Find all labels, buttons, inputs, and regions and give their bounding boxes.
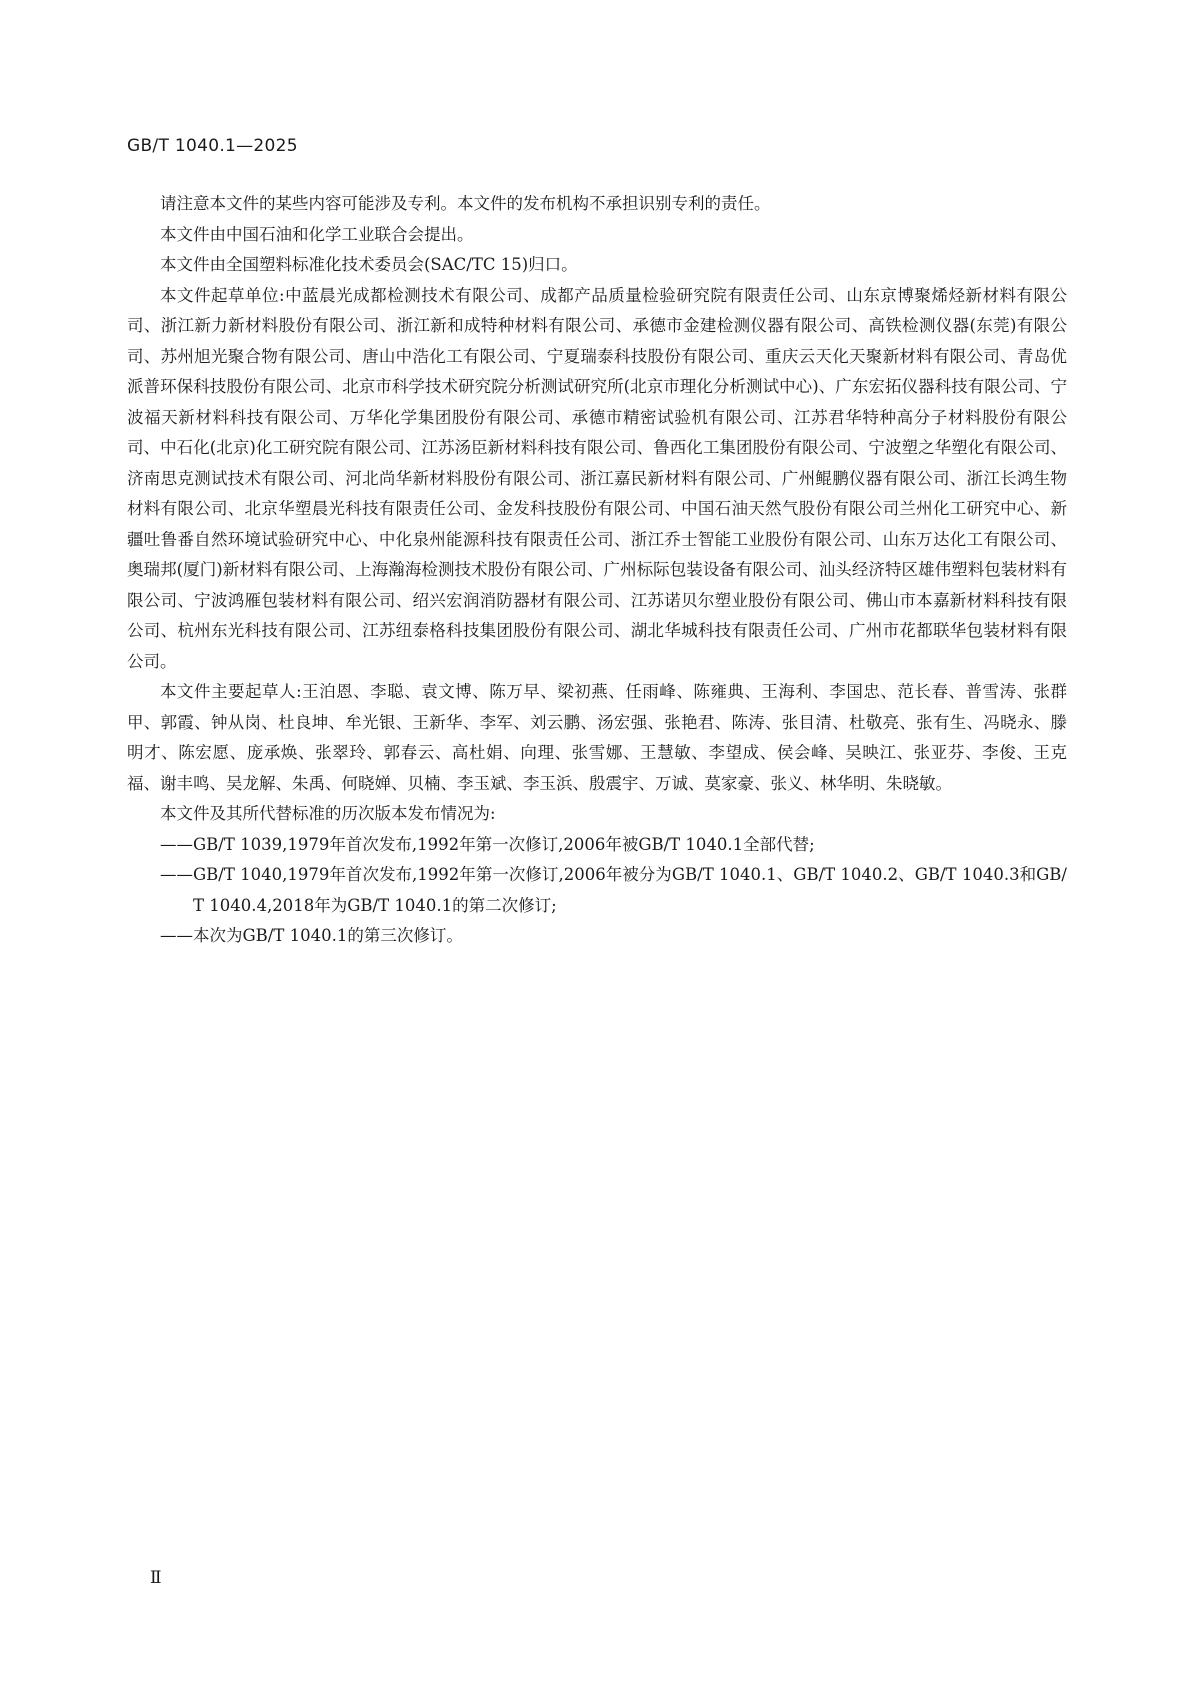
history-item: ——本次为GB/T 1040.1的第三次修订。: [160, 926, 463, 945]
committee-statement: 本文件由全国塑料标准化技术委员会(SAC/TC 15)归口。: [160, 255, 578, 274]
patent-notice: 请注意本文件的某些内容可能涉及专利。本文件的发布机构不承担识别专利的责任。: [160, 194, 771, 213]
standard-number: GB/T 1040.1—2025: [127, 136, 298, 156]
drafters: 本文件主要起草人:王泊恩、李聪、袁文博、陈万早、梁初燕、任雨峰、陈雍典、王海利、李国忠、范长春、普雪涛、张群甲、郭霞、钟从岗、杜良坤、牟光银、王新华、李军、刘云鹏、汤宏强、张艳君、陈涛、张目清、杜敬亮、张有生、冯晓永、滕明才、陈宏愿、庞承焕、张翠玲、郭春云、高杜娟、向理、张雪娜、王慧敏、李望成、侯会峰、吴映江、张亚芬、李俊、王克福、谢丰鸣、吴龙解、朱禹、何晓婵、贝楠、李玉斌、李玉浜、殷震宇、万诚、莫家豪、张义、林华明、朱晓敏。: [127, 682, 1067, 793]
page-number: Ⅱ: [150, 1568, 162, 1588]
proposer-statement: 本文件由中国石油和化学工业联合会提出。: [160, 224, 474, 244]
history-item: ——GB/T 1039,1979年首次发布,1992年第一次修订,2006年被GB/T 1040.1全部代替;: [160, 834, 815, 854]
history-intro: 本文件及其所代替标准的历次版本发布情况为:: [160, 804, 496, 823]
drafting-units: 本文件起草单位:中蓝晨光成都检测技术有限公司、成都产品质量检验研究院有限责任公司、山东京博聚烯烃新材料有限公司、浙江新力新材料股份有限公司、浙江新和成特种材料有限公司、承德市金建检测仪器有限公司、高铁检测仪器(东莞)有限公司、苏州旭光聚合物有限公司、唐山中浩化工有限公司、宁夏瑞泰科技股份有限公司、重庆云天化天聚新材料有限公司、青岛优派普环保科技股份有限公司、北京市科学技术研究院分析测试研究所(北京市理化分析测试中心)、广东宏拓仪器科技有限公司、宁波福天新材料科技有限公司、万华化学集团股份有限公司、承德市精密试验机有限公司、江苏君华特种高分子材料股份有限公司、中石化(北京)化工研究院有限公司、江苏汤臣新材料科技有限公司、鲁西化工集团股份有限公司、宁波塑之华塑化有限公司、济南思克测试技术有限公司、河北尚华新材料股份有限公司、浙江嘉民新材料有限公司、广州鲲鹏仪器有限公司、浙江长鸿生物材料有限公司、北京华塑晨光科技有限责任公司、金发科技股份有限公司、中国石油天然气股份有限公司兰州化工研究中心、新疆吐鲁番自然环境试验研究中心、中化泉州能源科技有限责任公司、浙江乔士智能工业股份有限公司、山东万达化工有限公司、奥瑞邦(厦门)新材料有限公司、上海瀚海检测技术股份有限公司、广州标际包装设备有限公司、汕头经济特区雄伟塑料包装材料有限公司、宁波鸿雁包装材料有限公司、绍兴宏润消防器材有限公司、江苏诺贝尔塑业股份有限公司、佛山市本嘉新材料科技有限公司、杭州东光科技有限公司、江苏纽泰格科技集团股份有限公司、湖北华城科技有限责任公司、广州市花都联华包装材料有限公司。: [127, 285, 1067, 671]
document-body: [127, 189, 1067, 952]
history-item: ——GB/T 1040,1979年首次发布,1992年第一次修订,2006年被分为GB/T 1040.1、GB/T 1040.2、GB/T 1040.3和GB/T 1040.4,2018年为GB/T 1040.1的第二次修订;: [160, 865, 1067, 915]
